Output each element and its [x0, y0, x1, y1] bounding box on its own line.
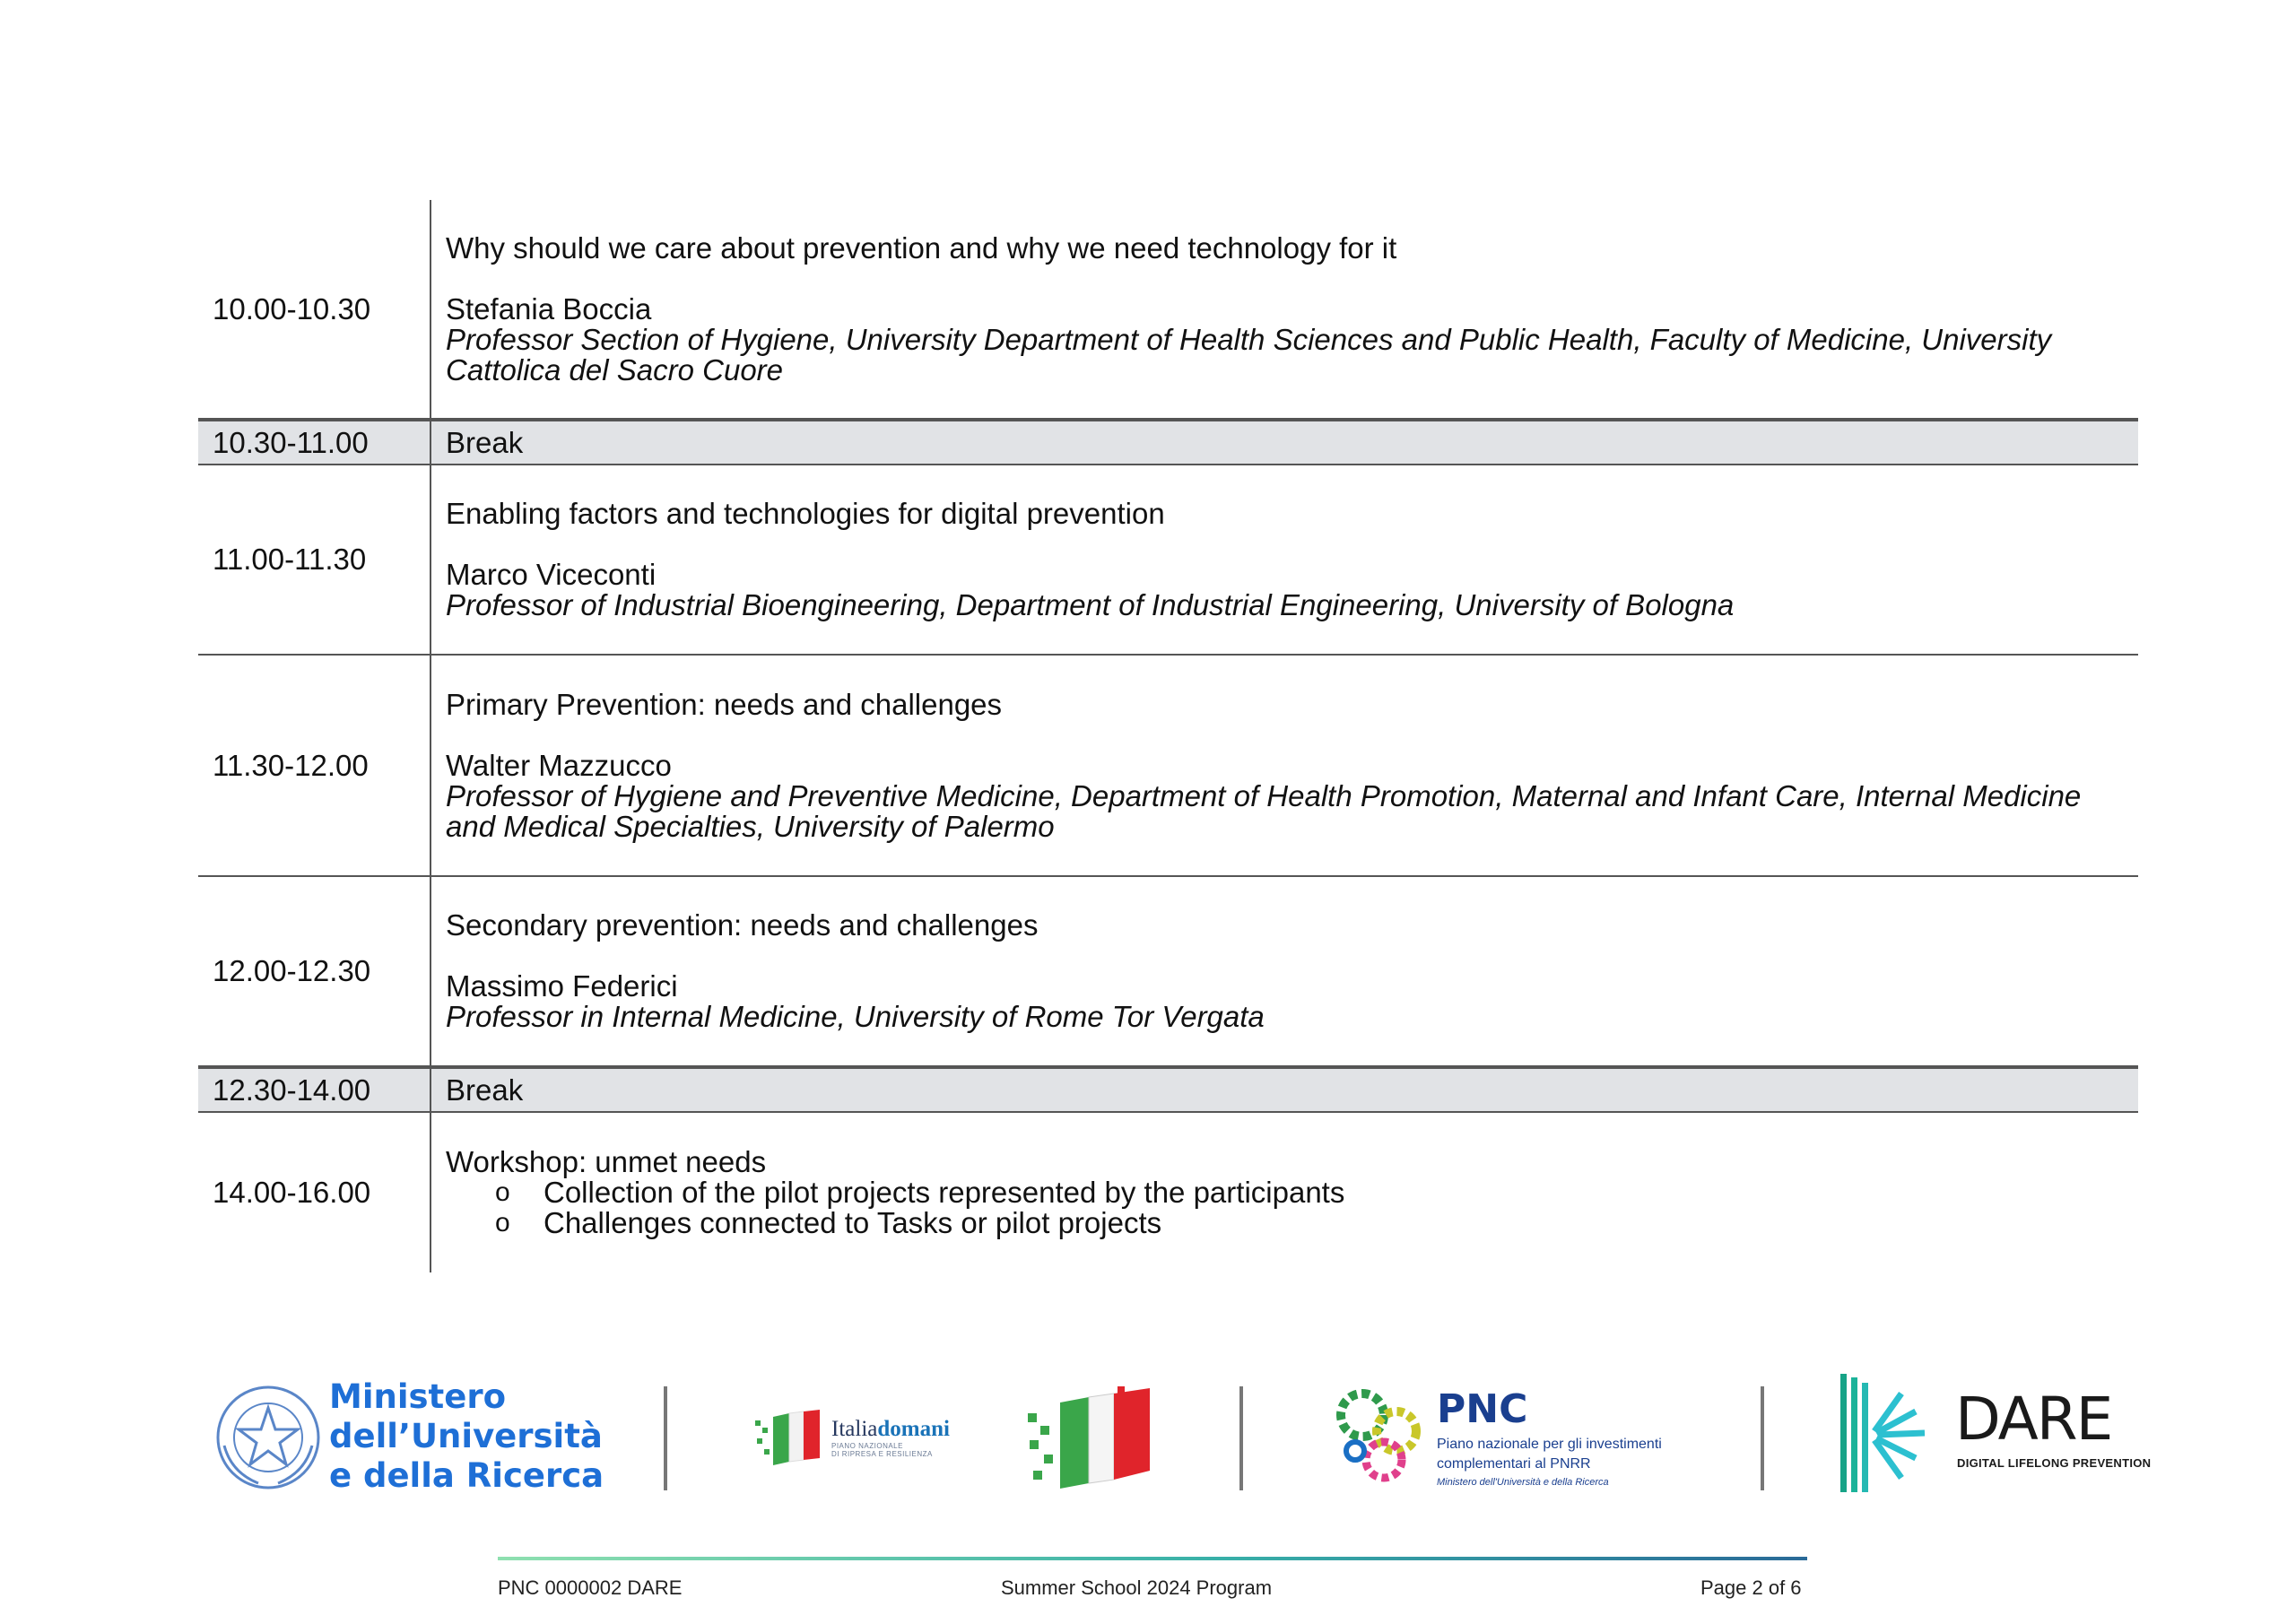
list-item: o Collection of the pilot projects represented by the participants [495, 1176, 1345, 1209]
logo-divider [1239, 1386, 1243, 1490]
logo-divider [664, 1386, 667, 1490]
bullet-marker: o [495, 1208, 510, 1238]
schedule-row [198, 877, 2138, 1067]
session-time: 11.30-12.00 [213, 748, 369, 782]
session-details [430, 656, 2138, 875]
pnc-logo-title: PNC [1437, 1386, 1528, 1432]
dare-logo-icon [1839, 1368, 1937, 1498]
dare-logo-tagline: DIGITAL LIFELONG PREVENTION [1957, 1456, 2152, 1470]
session-time: 11.00-11.30 [213, 543, 367, 576]
session-time: 10.30-11.00 [213, 425, 369, 459]
bullet-marker: o [495, 1177, 510, 1207]
dare-logo-name: DARE [1955, 1385, 2112, 1454]
italiadomani-logo-text: Italiadomani PIANO NAZIONALE DI RIPRESA E RESILIENZA [831, 1417, 950, 1458]
schedule-row [198, 1113, 2138, 1272]
speaker-name: Stefania Boccia [446, 291, 652, 326]
session-time: 12.00-12.30 [213, 954, 371, 987]
session-details [430, 1113, 2138, 1272]
footer-page-number: Page 2 of 6 [1700, 1576, 1802, 1599]
pnc-gears-icon [1332, 1381, 1431, 1487]
break-row [198, 1067, 2138, 1113]
session-time: 12.30-14.00 [213, 1073, 371, 1107]
sponsor-logos [0, 1363, 2296, 1507]
break-row [198, 420, 2138, 465]
speaker-name: Marco Viceconti [446, 558, 657, 591]
speaker-affiliation: Professor of Hygiene and Preventive Medicine, Department of Health Promotion, Maternal and Infant Care, Internal Medicine and Medical Specialties, University of Palermo [446, 778, 2082, 843]
footer-document-title: Summer School 2024 Program [1001, 1576, 1273, 1599]
session-title: Why should we care about prevention and why we need technology for it [446, 230, 1397, 265]
pnc-logo-ministry: Ministero dell'Università e della Ricerca [1437, 1477, 1609, 1488]
speaker-affiliation: Professor in Internal Medicine, University of Rome Tor Vergata [446, 1000, 1265, 1033]
logo-divider [1761, 1386, 1764, 1490]
speaker-affiliation: Professor of Industrial Bioengineering, Department of Industrial Engineering, University of Bologna [446, 588, 1735, 621]
schedule-row [198, 200, 2138, 420]
session-title: Secondary prevention: needs and challenges [446, 908, 1039, 942]
session-title: Break [430, 1069, 2138, 1111]
session-title: Workshop: unmet needs [446, 1145, 767, 1178]
footer-rule [498, 1557, 1807, 1560]
session-time: 10.00-10.30 [213, 291, 371, 326]
session-details [430, 465, 2138, 654]
session-title: Primary Prevention: needs and challenges [446, 687, 1003, 721]
session-title: Enabling factors and technologies for digital prevention [446, 497, 1165, 530]
schedule-row [198, 465, 2138, 656]
schedule-row [198, 656, 2138, 877]
schedule-table [198, 200, 2138, 1272]
italian-republic-emblem-icon [213, 1383, 323, 1492]
session-time: 14.00-16.00 [213, 1176, 371, 1209]
speaker-name: Walter Mazzucco [446, 748, 672, 782]
mur-logo-text: Ministero dell’Università e della Ricerca [329, 1377, 604, 1495]
speaker-affiliation: Professor Section of Hygiene, University Department of Health Sciences and Public Health, Faculty of Medicine, University Cattolica del Sacro Cuore [446, 322, 2052, 386]
session-details [430, 200, 2138, 418]
pnc-logo-subtitle: Piano nazionale per gli investimenti complementari al PNRR [1437, 1437, 1662, 1472]
speaker-name: Massimo Federici [446, 969, 678, 1003]
session-details [430, 877, 2138, 1065]
workshop-bullets [446, 1177, 2126, 1238]
italiadomani-flag-icon [753, 1408, 825, 1471]
session-title: Break [430, 421, 2138, 464]
list-item: o Challenges connected to Tasks or pilot projects [495, 1206, 1162, 1239]
italiadomani-mark-icon [1024, 1383, 1159, 1498]
footer-project-code: PNC 0000002 DARE [498, 1576, 683, 1599]
